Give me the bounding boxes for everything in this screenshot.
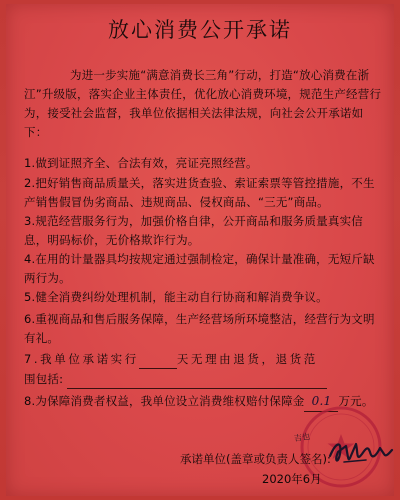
- commitment-item-3: 3.规范经营服务行为，加强价格自律，公开商品和服务质量真实信息，明码标价，无价格欺诈行为。: [24, 214, 363, 247]
- commitment-item-5: 5.健全消费纠纷处理机制，能主动自行协商和解消费争议。: [24, 290, 328, 304]
- item8-prefix: 8.为保障消费者权益，我单位设立消费维权赔付保障金: [24, 394, 305, 408]
- item7-suffix: 天无理由退货，退货范: [176, 352, 318, 366]
- signatory-label: 承诺单位(盖章或负责人签名):: [180, 452, 331, 466]
- commitment-item-7-scope: [24, 370, 386, 389]
- commitment-item-1: 1.做到证照齐全、合法有效，亮证亮照经营。: [24, 156, 258, 170]
- commitment-document: [6, 4, 394, 496]
- commitment-item-2: 2.把好销售商品质量关，落实进货查验、索证索票等管控措施，不生产销售假冒伪劣商品、违规商品、侵权商品、“三无”商品。: [24, 176, 375, 209]
- handwritten-signature: [326, 432, 396, 472]
- commitment-item-7: [24, 350, 386, 369]
- item8-suffix: 万元。: [338, 394, 374, 408]
- guarantee-amount: 0.1: [304, 392, 338, 412]
- commitment-item-4: 4.在用的计量器具均按规定通过强制检定，确保计量准确，无短斤缺两行为。: [24, 252, 375, 285]
- document-title: 放心消费公开承诺: [108, 18, 292, 42]
- item7-scope-label: 围包括:: [24, 372, 64, 386]
- return-days-blank: [139, 356, 177, 369]
- signature-note: 吉也: [293, 431, 311, 444]
- item7-prefix: 7.我单位承诺实行: [24, 352, 139, 366]
- intro-paragraph: 为进一步实施“满意消费长三角”行动，打造“放心消费在浙江”升级版，落实企业主体责任，优化放心消费环境，规范生产经营行为，接受社会监督，我单位依据相关法律法规，向社会公开承诺如下：: [24, 68, 382, 139]
- return-scope-blank: [67, 376, 327, 389]
- commitment-date: 2020年6月: [262, 472, 322, 486]
- commitment-item-6: 6.重视商品和售后服务保障，生产经营场所环境整洁，经营行为文明有礼。: [24, 312, 375, 345]
